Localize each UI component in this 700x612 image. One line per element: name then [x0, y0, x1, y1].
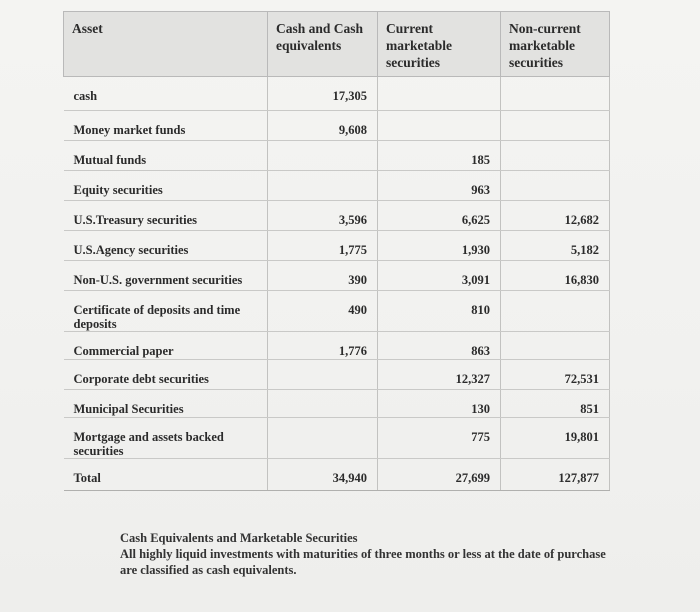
current-marketable-cell — [378, 111, 501, 141]
noncurrent-marketable-cell — [501, 141, 610, 171]
current-marketable-cell: 963 — [378, 171, 501, 201]
table-row — [64, 360, 610, 390]
noncurrent-marketable-cell: 12,682 — [501, 201, 610, 231]
asset-cell: cash — [64, 77, 268, 111]
noncurrent-marketable-cell: 127,877 — [501, 459, 610, 491]
cash-equivalents-cell: 1,776 — [268, 332, 378, 360]
note-block — [120, 530, 610, 578]
noncurrent-marketable-cell: 5,182 — [501, 231, 610, 261]
asset-cell: Certificate of deposits and time deposits — [64, 291, 268, 332]
noncurrent-marketable-cell — [501, 77, 610, 111]
noncurrent-marketable-cell: 72,531 — [501, 360, 610, 390]
noncurrent-marketable-cell: 16,830 — [501, 261, 610, 291]
note-title: Cash Equivalents and Marketable Securities — [120, 531, 358, 545]
cash-equivalents-cell — [268, 171, 378, 201]
current-marketable-cell: 12,327 — [378, 360, 501, 390]
asset-cell: Mortgage and assets backed securities — [64, 418, 268, 459]
table-row — [64, 390, 610, 418]
cash-equivalents-cell — [268, 360, 378, 390]
noncurrent-marketable-cell — [501, 291, 610, 332]
total-row — [64, 459, 610, 491]
noncurrent-marketable-cell: 19,801 — [501, 418, 610, 459]
table-row — [64, 261, 610, 291]
cash-equivalents-cell — [268, 418, 378, 459]
noncurrent-marketable-cell — [501, 171, 610, 201]
asset-cell: Money market funds — [64, 111, 268, 141]
table-row — [64, 332, 610, 360]
current-marketable-cell: 6,625 — [378, 201, 501, 231]
asset-cell: U.S.Treasury securities — [64, 201, 268, 231]
noncurrent-marketable-cell — [501, 111, 610, 141]
noncurrent-marketable-cell — [501, 332, 610, 360]
asset-cell: Equity securities — [64, 171, 268, 201]
noncurrent-marketable-cell: 851 — [501, 390, 610, 418]
current-marketable-cell — [378, 77, 501, 111]
asset-cell: Mutual funds — [64, 141, 268, 171]
asset-cell: Corporate debt securities — [64, 360, 268, 390]
asset-cell: Municipal Securities — [64, 390, 268, 418]
cash-equivalents-cell: 390 — [268, 261, 378, 291]
table-body — [64, 77, 610, 491]
marketable-securities-table — [63, 11, 610, 491]
asset-cell: Non-U.S. government securities — [64, 261, 268, 291]
table-header-row — [64, 12, 610, 77]
cash-equivalents-cell: 3,596 — [268, 201, 378, 231]
cash-equivalents-cell: 490 — [268, 291, 378, 332]
note-body: All highly liquid investments with maturities of three months or less at the date of purchase are classified as cash equivalents. — [120, 547, 606, 577]
asset-cell: U.S.Agency securities — [64, 231, 268, 261]
current-marketable-cell: 130 — [378, 390, 501, 418]
current-marketable-cell: 810 — [378, 291, 501, 332]
current-marketable-cell: 775 — [378, 418, 501, 459]
cash-equivalents-cell — [268, 390, 378, 418]
table-row — [64, 171, 610, 201]
header-cash-equivalents: Cash and Cash equivalents — [268, 12, 378, 77]
table-row — [64, 111, 610, 141]
cash-equivalents-cell: 9,608 — [268, 111, 378, 141]
cash-equivalents-cell — [268, 141, 378, 171]
asset-cell: Commercial paper — [64, 332, 268, 360]
header-noncurrent-marketable: Non-current marketable securities — [501, 12, 610, 77]
table-row — [64, 418, 610, 459]
table-row — [64, 77, 610, 111]
table-row — [64, 201, 610, 231]
cash-equivalents-cell: 17,305 — [268, 77, 378, 111]
current-marketable-cell: 1,930 — [378, 231, 501, 261]
current-marketable-cell: 27,699 — [378, 459, 501, 491]
current-marketable-cell: 3,091 — [378, 261, 501, 291]
cash-equivalents-cell: 34,940 — [268, 459, 378, 491]
cash-equivalents-cell: 1,775 — [268, 231, 378, 261]
current-marketable-cell: 185 — [378, 141, 501, 171]
current-marketable-cell: 863 — [378, 332, 501, 360]
table-row — [64, 291, 610, 332]
table-row — [64, 231, 610, 261]
table-row — [64, 141, 610, 171]
header-asset: Asset — [64, 12, 268, 77]
asset-cell: Total — [64, 459, 268, 491]
header-current-marketable: Current marketable securities — [378, 12, 501, 77]
